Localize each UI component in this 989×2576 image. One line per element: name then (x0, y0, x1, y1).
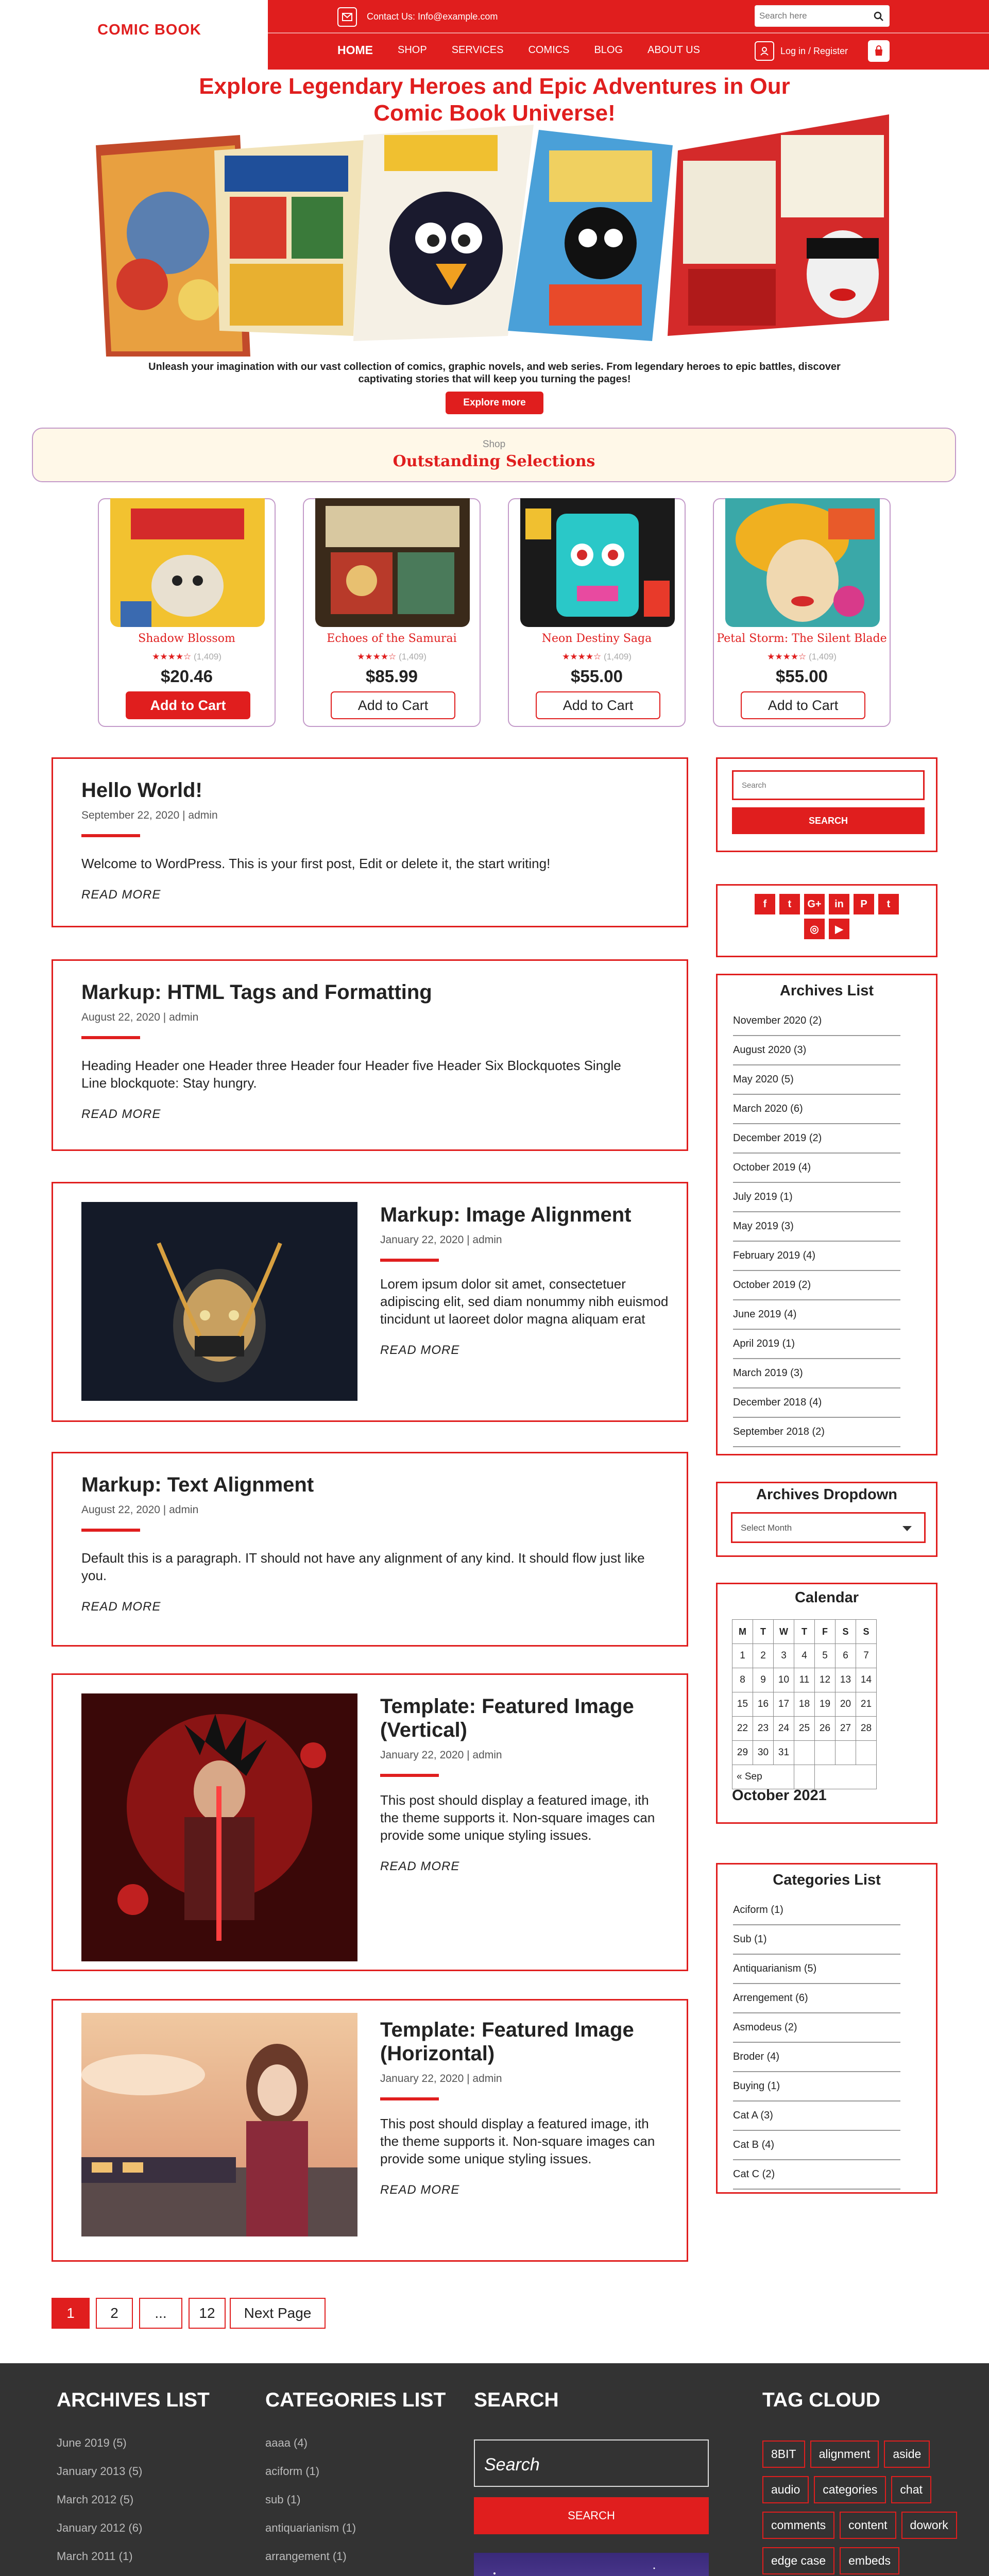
calendar-day-header: M (732, 1620, 753, 1644)
footer-category-item[interactable]: aaaa (4) (265, 2436, 308, 2449)
product-image[interactable] (725, 498, 880, 627)
calendar-day: 29 (732, 1741, 753, 1765)
footer-tags (762, 2389, 880, 2412)
product-rating (714, 652, 890, 662)
post-title[interactable]: Template: Featured Image (Vertical) (380, 1695, 634, 1741)
cart-icon[interactable] (868, 40, 890, 62)
nav-comics[interactable]: COMICS (528, 44, 570, 56)
category-item[interactable]: Aciform (1) (733, 1896, 900, 1925)
contact-email[interactable]: Contact Us: Info@example.com (367, 11, 498, 22)
calendar-day: 21 (856, 1692, 877, 1717)
product-card[interactable] (303, 498, 481, 727)
calendar-next-cell (815, 1765, 877, 1789)
tag-cloud (762, 2441, 958, 2576)
product-rating (509, 652, 685, 662)
archive-item[interactable]: August 2020 (3) (733, 1036, 900, 1065)
category-item[interactable]: Buying (1) (733, 2072, 900, 2102)
tag-item[interactable]: dowork (901, 2512, 957, 2539)
post-excerpt: This post should display a featured image, ith the theme supports it. Non-square images can provide some unique styling issues. (380, 2116, 655, 2166)
calendar-day-header: F (815, 1620, 835, 1644)
dropdown-title: Archives Dropdown (756, 1486, 897, 1503)
page-ellipsis: ... (139, 2298, 182, 2329)
header-search-input[interactable] (759, 9, 867, 23)
categories-list (733, 1896, 920, 2190)
product-image[interactable] (315, 498, 470, 627)
rating-count: (1,409) (604, 652, 632, 662)
shop-banner (32, 428, 956, 482)
product-price: $55.00 (571, 667, 623, 686)
nav-blog[interactable]: BLOG (594, 44, 623, 56)
archive-item[interactable]: May 2019 (3) (733, 1212, 900, 1242)
product-name[interactable]: Petal Storm: The Silent Blade (717, 632, 887, 645)
footer-search-button[interactable]: SEARCH (474, 2497, 709, 2534)
calendar-day: 20 (835, 1692, 856, 1717)
user-icon (755, 41, 774, 61)
archives-list (733, 1007, 920, 1447)
calendar-day-header: S (856, 1620, 877, 1644)
tag-item[interactable]: alignment (810, 2441, 879, 2468)
archives-widget (716, 974, 937, 1455)
search-widget (716, 757, 937, 852)
archive-item[interactable]: February 2019 (4) (733, 1242, 900, 1271)
calendar-day: 25 (794, 1717, 815, 1741)
hero-comic-collage (96, 114, 889, 357)
calendar-day (835, 1741, 856, 1765)
product-name[interactable]: Shadow Blossom (138, 632, 235, 645)
read-more-link[interactable]: READ MORE (81, 888, 161, 902)
calendar-day: 7 (856, 1644, 877, 1668)
add-to-cart-button[interactable]: Add to Cart (331, 691, 455, 719)
tag-item[interactable]: embeds (840, 2547, 899, 2574)
calendar-day: 5 (815, 1644, 835, 1668)
google-plus-icon[interactable]: G+ (804, 894, 825, 914)
product-card[interactable] (508, 498, 686, 727)
calendar-day: 8 (732, 1668, 753, 1692)
tag-item[interactable]: comments (762, 2512, 834, 2539)
mail-icon (337, 7, 357, 27)
hero-subtitle: Unleash your imagination with our vast collection of comics, graphic novels, and web series. From legendary heroes to epic battles, discover captivating stories that will keep you turning the pages! (148, 361, 841, 385)
next-page-button[interactable]: Next Page (230, 2298, 326, 2329)
post-excerpt: Heading Header one Header three Header four Header five Header Six Blockquotes Single Line blockquote: Stay hungry. (81, 1058, 621, 1091)
calendar-day (856, 1741, 877, 1765)
site-logo[interactable]: COMIC BOOK (97, 22, 201, 38)
calendar-day: 9 (753, 1668, 774, 1692)
login-link[interactable] (755, 41, 848, 61)
add-to-cart-button[interactable]: Add to Cart (126, 691, 250, 719)
hero-title: Explore Legendary Heroes and Epic Adventures in Our Comic Book Universe! (199, 74, 790, 126)
tag-item[interactable]: chat (891, 2476, 931, 2503)
login-label[interactable]: Log in / Register (780, 45, 848, 56)
footer-tags-title: TAG CLOUD (762, 2389, 880, 2411)
post-meta: January 22, 2020 | admin (380, 1234, 502, 1246)
product-card[interactable] (98, 498, 276, 727)
category-item[interactable]: Broder (4) (733, 2043, 900, 2072)
post-excerpt: Lorem ipsum dolor sit amet, consectetuer adipiscing elit, sed diam nonummy nibh euismod tincidunt ut laoreet dolor magna aliquam erat (380, 1276, 669, 1327)
footer-archives-title: ARCHIVES LIST (57, 2389, 210, 2411)
post-excerpt: Default this is a paragraph. IT should not have any alignment of any kind. It should flow just like you. (81, 1550, 645, 1583)
archive-item[interactable]: March 2019 (3) (733, 1359, 900, 1388)
calendar-day: 6 (835, 1644, 856, 1668)
product-image[interactable] (520, 498, 675, 627)
read-more-link[interactable]: READ MORE (380, 2183, 460, 2197)
linkedin-icon[interactable]: in (829, 894, 849, 914)
main-nav (337, 44, 725, 57)
read-more-link[interactable]: READ MORE (81, 1600, 161, 1614)
calendar-day: 28 (856, 1717, 877, 1741)
header-divider (268, 32, 989, 33)
tag-item[interactable]: content (840, 2512, 896, 2539)
product-rating (304, 652, 480, 662)
post-meta: January 22, 2020 | admin (380, 1749, 502, 1761)
footer-archive-item[interactable]: March 2011 (1) (57, 2550, 133, 2563)
footer-category-item[interactable]: sub (1) (265, 2493, 301, 2506)
footer-search-title-wrap (474, 2389, 559, 2412)
product-name[interactable]: Neon Destiny Saga (541, 632, 652, 645)
post-excerpt: Welcome to WordPress. This is your first post, Edit or delete it, the start writing! (81, 856, 551, 871)
facebook-icon[interactable]: f (755, 894, 775, 914)
add-to-cart-button[interactable]: Add to Cart (536, 691, 660, 719)
read-more-link[interactable]: READ MORE (81, 1107, 161, 1121)
footer-category-item[interactable]: arrangement (1) (265, 2550, 347, 2563)
calendar-month: October 2021 (732, 1787, 827, 1804)
archive-item[interactable]: March 2020 (6) (733, 1095, 900, 1124)
calendar-day-header: T (753, 1620, 774, 1644)
archive-item[interactable]: December 2019 (2) (733, 1124, 900, 1154)
month-select[interactable] (731, 1512, 926, 1543)
tag-item[interactable]: 8BIT (762, 2441, 805, 2468)
blog-post (52, 1673, 688, 1971)
footer-archive-item[interactable]: January 2013 (5) (57, 2465, 143, 2478)
calendar-day: 16 (753, 1692, 774, 1717)
calendar-day-header: W (774, 1620, 794, 1644)
read-more-link[interactable]: READ MORE (380, 1859, 460, 1873)
calendar-day: 4 (794, 1644, 815, 1668)
archive-item[interactable]: July 2019 (1) (733, 1183, 900, 1212)
page-1-button[interactable]: 1 (52, 2298, 90, 2329)
archive-item[interactable]: October 2019 (2) (733, 1271, 900, 1300)
calendar-day (794, 1765, 815, 1789)
calendar-day: 3 (774, 1644, 794, 1668)
tag-item[interactable]: audio (762, 2476, 809, 2503)
archive-item[interactable]: April 2019 (1) (733, 1330, 900, 1359)
social-widget (716, 884, 937, 957)
archive-item[interactable]: October 2019 (4) (733, 1154, 900, 1183)
youtube-icon[interactable]: ▶ (829, 919, 849, 939)
calendar-day: 24 (774, 1717, 794, 1741)
rating-count: (1,409) (399, 652, 427, 662)
nav-about[interactable]: ABOUT US (647, 44, 700, 56)
calendar-day: 12 (815, 1668, 835, 1692)
footer-search-title: SEARCH (474, 2389, 559, 2411)
star-icons: ★★★★☆ (562, 652, 602, 662)
post-title[interactable]: Template: Featured Image (Horizontal) (380, 2019, 634, 2065)
twitter-icon[interactable]: t (779, 894, 800, 914)
post-meta: September 22, 2020 | admin (81, 809, 218, 821)
product-name[interactable]: Echoes of the Samurai (327, 632, 457, 645)
calendar-day (815, 1741, 835, 1765)
search-icon[interactable] (873, 10, 885, 23)
product-price: $85.99 (366, 667, 418, 686)
post-thumbnail[interactable] (81, 2013, 357, 2236)
tag-item[interactable]: aside (884, 2441, 930, 2468)
pinterest-icon[interactable]: P (854, 894, 874, 914)
calendar-day-header: S (835, 1620, 856, 1644)
calendar-day: 22 (732, 1717, 753, 1741)
calendar-table (732, 1619, 877, 1789)
category-item[interactable]: Cat B (4) (733, 2131, 900, 2160)
calendar-day-header: T (794, 1620, 815, 1644)
category-item[interactable]: Cat C (2) (733, 2160, 900, 2190)
nav-home[interactable]: HOME (337, 43, 373, 57)
calendar-day: 23 (753, 1717, 774, 1741)
rating-count: (1,409) (194, 652, 221, 662)
archives-title: Archives List (779, 982, 874, 999)
footer-category-item[interactable]: antiquarianism (1) (265, 2521, 356, 2534)
post-thumbnail[interactable] (81, 1693, 357, 1961)
sidebar-search-button[interactable]: SEARCH (732, 807, 925, 834)
product-price: $55.00 (776, 667, 828, 686)
chevron-down-icon (902, 1526, 912, 1531)
calendar-day: 30 (753, 1741, 774, 1765)
social-icons (718, 894, 936, 939)
nav-shop[interactable]: SHOP (398, 44, 427, 56)
footer-categories-title: CATEGORIES LIST (265, 2389, 446, 2411)
blog-post (52, 757, 688, 927)
post-title[interactable]: Markup: Text Alignment (81, 1473, 314, 1496)
month-select-value: Select Month (741, 1523, 792, 1533)
categories-title: Categories List (773, 1872, 881, 1888)
calendar-day: 27 (835, 1717, 856, 1741)
calendar-day: 13 (835, 1668, 856, 1692)
footer-archives (57, 2389, 210, 2576)
category-item[interactable]: Sub (1) (733, 1925, 900, 1955)
post-meta: August 22, 2020 | admin (81, 1504, 199, 1516)
shop-heading: Outstanding Selections (393, 452, 595, 470)
category-item[interactable]: Antiquarianism (5) (733, 1955, 900, 1984)
post-excerpt: This post should display a featured image, ith the theme supports it. Non-square images can provide some unique styling issues. (380, 1792, 655, 1843)
tumblr-icon[interactable]: t (878, 894, 899, 914)
instagram-icon[interactable]: ◎ (804, 919, 825, 939)
star-icons: ★★★★☆ (767, 652, 807, 662)
read-more-link[interactable]: READ MORE (380, 1343, 460, 1357)
blog-post (52, 1182, 688, 1422)
archive-item[interactable]: September 2018 (2) (733, 1418, 900, 1447)
calendar-title: Calendar (794, 1589, 859, 1606)
title-underline (81, 1036, 140, 1039)
post-title[interactable]: Hello World! (81, 779, 202, 802)
add-to-cart-button[interactable]: Add to Cart (741, 691, 865, 719)
product-card[interactable] (713, 498, 891, 727)
nav-services[interactable]: SERVICES (451, 44, 504, 56)
calendar-day: 18 (794, 1692, 815, 1717)
footer-category-item[interactable]: aciform (1) (265, 2465, 320, 2478)
archive-item[interactable]: November 2020 (2) (733, 1007, 900, 1036)
footer-moon-image (474, 2553, 709, 2576)
rating-count: (1,409) (809, 652, 837, 662)
shop-label: Shop (482, 439, 506, 450)
footer-search-input[interactable]: Search (474, 2439, 709, 2487)
product-rating (99, 652, 275, 662)
calendar-day: 31 (774, 1741, 794, 1765)
archives-dropdown-widget (716, 1482, 937, 1557)
calendar-prev-link[interactable]: « Sep (732, 1765, 794, 1789)
calendar-day: 10 (774, 1668, 794, 1692)
product-price: $20.46 (161, 667, 213, 686)
calendar-day: 19 (815, 1692, 835, 1717)
star-icons: ★★★★☆ (152, 652, 192, 662)
blog-post (52, 959, 688, 1151)
calendar-day: 2 (753, 1644, 774, 1668)
star-icons: ★★★★☆ (357, 652, 397, 662)
header-search (755, 5, 890, 27)
footer-archive-item[interactable]: March 2012 (5) (57, 2493, 134, 2506)
title-underline (380, 2097, 439, 2100)
tag-item[interactable]: edge case (762, 2547, 834, 2574)
site-footer (0, 2363, 989, 2576)
calendar-day: 26 (815, 1717, 835, 1741)
post-thumbnail[interactable] (81, 1202, 357, 1401)
page-12-button[interactable]: 12 (189, 2298, 226, 2329)
footer-categories (265, 2389, 446, 2576)
title-underline (81, 1529, 140, 1532)
calendar-day: 17 (774, 1692, 794, 1717)
footer-archive-item[interactable]: June 2019 (5) (57, 2436, 127, 2449)
site-header (0, 0, 989, 70)
explore-more-button[interactable]: Explore more (446, 392, 543, 414)
categories-widget (716, 1863, 937, 2194)
calendar-widget (716, 1583, 937, 1824)
calendar-day: 1 (732, 1644, 753, 1668)
product-image[interactable] (110, 498, 265, 627)
title-underline (380, 1774, 439, 1777)
post-title[interactable]: Markup: Image Alignment (380, 1204, 632, 1226)
blog-post (52, 1999, 688, 2262)
calendar-day: 11 (794, 1668, 815, 1692)
tag-item[interactable]: categories (814, 2476, 886, 2503)
calendar-day (794, 1741, 815, 1765)
post-meta: August 22, 2020 | admin (81, 1011, 199, 1023)
blog-post (52, 1452, 688, 1647)
title-underline (81, 834, 140, 837)
post-meta: January 22, 2020 | admin (380, 2073, 502, 2084)
title-underline (380, 1259, 439, 1262)
archive-item[interactable]: May 2020 (5) (733, 1065, 900, 1095)
footer-archive-item[interactable]: January 2012 (6) (57, 2521, 143, 2534)
post-title[interactable]: Markup: HTML Tags and Formatting (81, 981, 432, 1004)
category-item[interactable]: Asmodeus (2) (733, 2013, 900, 2043)
calendar-day: 15 (732, 1692, 753, 1717)
page-2-button[interactable]: 2 (96, 2298, 133, 2329)
category-item[interactable]: Cat A (3) (733, 2102, 900, 2131)
archive-item[interactable]: December 2018 (4) (733, 1388, 900, 1418)
calendar-day: 14 (856, 1668, 877, 1692)
archive-item[interactable]: June 2019 (4) (733, 1300, 900, 1330)
sidebar-search-input[interactable] (732, 770, 925, 800)
category-item[interactable]: Arrengement (6) (733, 1984, 900, 2013)
